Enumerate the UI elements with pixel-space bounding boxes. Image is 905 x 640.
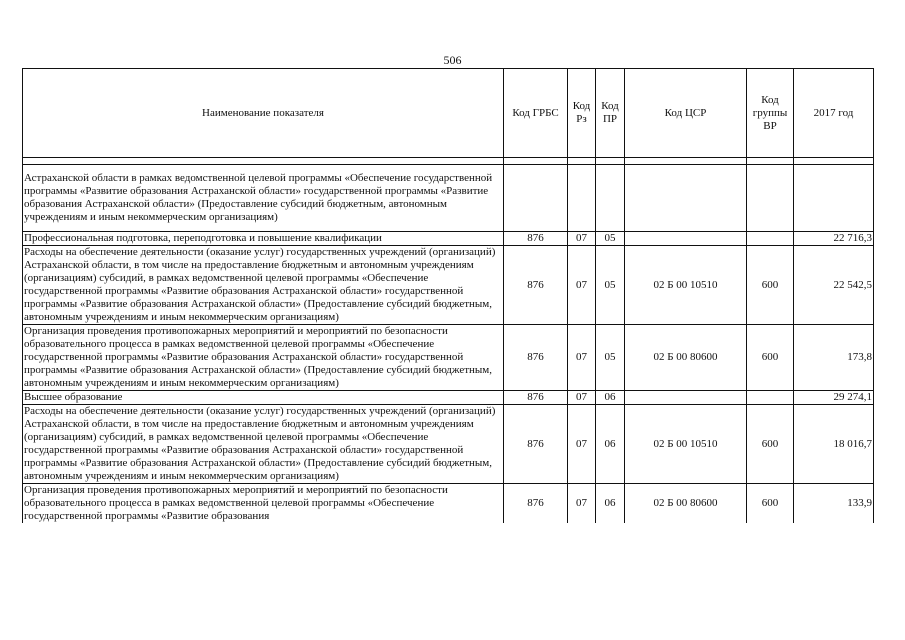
table-row: [23, 246, 874, 325]
row-csr: 02 Б 00 10510: [625, 246, 747, 325]
header-grbs: Код ГРБС: [504, 69, 568, 158]
row-rz: [568, 165, 596, 232]
row-vr: [747, 391, 794, 405]
header-pr: Код ПР: [596, 69, 625, 158]
row-vr: [747, 232, 794, 246]
row-name: Организация проведения противопожарных мероприятий и мероприятий по безопасности образовательного процесса в рамках ведомственной целевой программы «Обеспечение государственной программы «Развитие образования: [23, 484, 504, 524]
row-csr: 02 Б 00 10510: [625, 405, 747, 484]
table-row: [23, 325, 874, 391]
row-name: Высшее образование: [23, 391, 504, 405]
row-vr: 600: [747, 246, 794, 325]
row-value: 22 716,3: [794, 232, 874, 246]
row-rz: 07: [568, 246, 596, 325]
table-row: [23, 391, 874, 405]
table-row: [23, 232, 874, 246]
row-name: Расходы на обеспечение деятельности (оказание услуг) государственных учреждений (организаций) Астраханской области, в том числе на предоставление бюджетным и автономным учреждениям (организациям) субсидий, в рамках ведомственной целевой программы «Обеспечение государственной программы «Развитие образования Астраханской области» государственной программы «Развитие образования Астраханской области» (Предоставление субсидий бюджетным, автономным учреждениям и иным некоммерческим организациям): [23, 246, 504, 325]
row-value: 18 016,7: [794, 405, 874, 484]
row-grbs: 876: [504, 391, 568, 405]
row-pr: 05: [596, 246, 625, 325]
header-row: [23, 69, 874, 158]
row-csr: [625, 165, 747, 232]
row-csr: 02 Б 00 80600: [625, 325, 747, 391]
row-vr: [747, 165, 794, 232]
row-vr: 600: [747, 325, 794, 391]
row-name: Расходы на обеспечение деятельности (оказание услуг) государственных учреждений (организаций) Астраханской области, в том числе на предоставление бюджетным и автономным учреждениям (организациям) субсидий, в рамках ведомственной целевой программы «Обеспечение государственной программы «Развитие образования Астраханской области» государственной программы «Развитие образования Астраханской области» (Предоставление субсидий бюджетным, автономным учреждениям и иным некоммерческим организациям): [23, 405, 504, 484]
row-grbs: 876: [504, 246, 568, 325]
row-pr: 06: [596, 484, 625, 524]
row-pr: [596, 165, 625, 232]
row-rz: 07: [568, 232, 596, 246]
row-value: [794, 165, 874, 232]
row-rz: 07: [568, 391, 596, 405]
row-rz: 07: [568, 405, 596, 484]
row-name: Организация проведения противопожарных мероприятий и мероприятий по безопасности образовательного процесса в рамках ведомственной целевой программы «Обеспечение государственной программы «Развитие образования Астраханской области» государственной программы «Развитие образования Астраханской области» (Предоставление субсидий бюджетным, автономным учреждениям и иным некоммерческим организациям): [23, 325, 504, 391]
row-vr: 600: [747, 484, 794, 524]
row-grbs: 876: [504, 484, 568, 524]
row-rz: 07: [568, 484, 596, 524]
page-number: 506: [443, 53, 462, 67]
row-grbs: 876: [504, 405, 568, 484]
header-name: Наименование показателя: [23, 69, 504, 158]
row-value: 22 542,5: [794, 246, 874, 325]
table-row: [23, 484, 874, 524]
row-value: 133,9: [794, 484, 874, 524]
header-year: 2017 год: [794, 69, 874, 158]
budget-table: [22, 68, 874, 523]
row-csr: [625, 391, 747, 405]
row-pr: 05: [596, 232, 625, 246]
row-pr: 06: [596, 405, 625, 484]
row-pr: 05: [596, 325, 625, 391]
row-grbs: 876: [504, 232, 568, 246]
row-vr: 600: [747, 405, 794, 484]
row-csr: 02 Б 00 80600: [625, 484, 747, 524]
row-grbs: [504, 165, 568, 232]
header-vr: Код группы ВР: [747, 69, 794, 158]
row-csr: [625, 232, 747, 246]
row-name: Астраханской области в рамках ведомственной целевой программы «Обеспечение государственной программы «Развитие образования Астраханской области» государственной программы «Развитие образования Астраханской области» (Предоставление субсидий бюджетным, автономным учреждениям и иным некоммерческим организациям): [23, 165, 504, 232]
row-pr: 06: [596, 391, 625, 405]
row-value: 29 274,1: [794, 391, 874, 405]
spacer-row: [23, 158, 874, 165]
row-name: Профессиональная подготовка, переподготовка и повышение квалификации: [23, 232, 504, 246]
header-csr: Код ЦСР: [625, 69, 747, 158]
header-rz: Код Рз: [568, 69, 596, 158]
table-row: [23, 165, 874, 232]
row-rz: 07: [568, 325, 596, 391]
row-grbs: 876: [504, 325, 568, 391]
row-value: 173,8: [794, 325, 874, 391]
table-row: [23, 405, 874, 484]
